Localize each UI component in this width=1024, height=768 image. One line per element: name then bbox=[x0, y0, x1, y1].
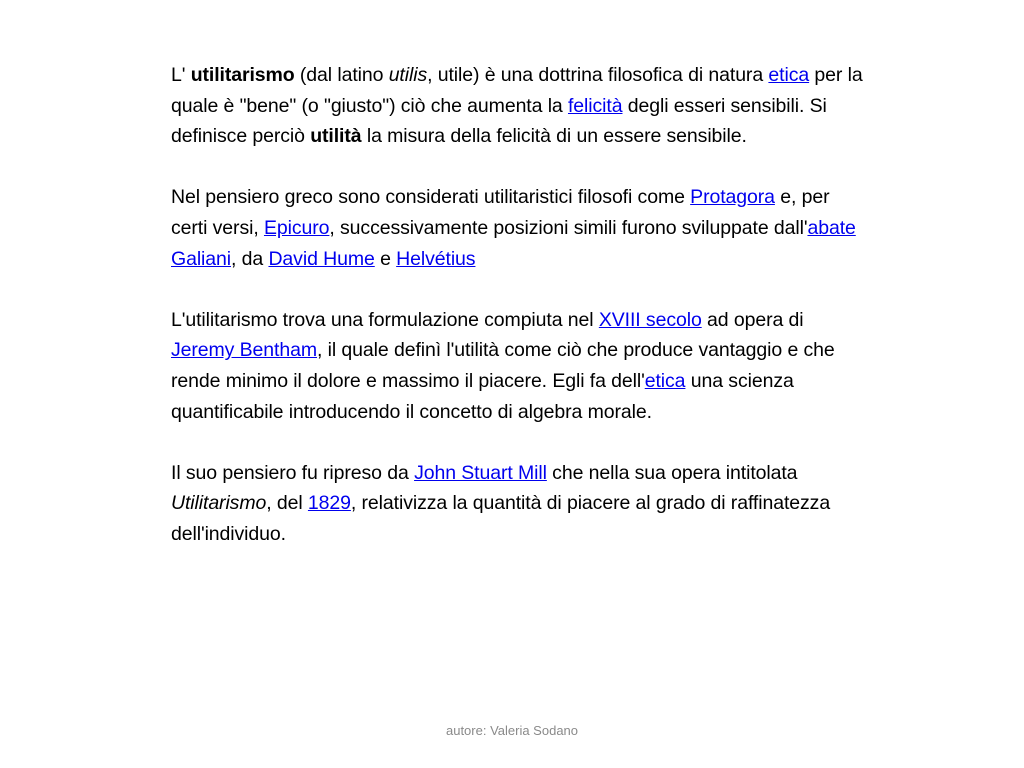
text-segment: e, per certi versi, bbox=[171, 186, 830, 239]
link-protagora[interactable]: Protagora bbox=[690, 186, 775, 209]
term-utilita: utilità bbox=[310, 125, 362, 148]
link-1829[interactable]: 1829 bbox=[307, 492, 351, 515]
text-segment: , del bbox=[266, 492, 308, 515]
term-utilitarismo-title: Utilitarismo bbox=[171, 492, 267, 515]
text-segment: L' bbox=[171, 64, 191, 86]
text-segment: una scienza quantificabile introducendo il concetto di algebra morale. bbox=[171, 369, 794, 423]
text-segment: per la quale è "bene" (o "giusto") ciò che aumenta la bbox=[171, 64, 863, 117]
text-segment: Nel pensiero greco sono considerati utilitaristici filosofi come bbox=[171, 186, 691, 209]
text-segment: , da bbox=[231, 247, 269, 270]
text-segment: la misura della felicità di un essere sensibile. bbox=[361, 125, 747, 148]
paragraph-mill bbox=[171, 458, 871, 550]
link-epicuro[interactable]: Epicuro bbox=[263, 216, 330, 239]
text-segment: L'utilitarismo trova una formulazione compiuta nel bbox=[171, 308, 599, 331]
text-segment: che nella sua opera intitolata bbox=[546, 461, 798, 484]
text-segment: , relativizza la quantità di piacere al grado di raffinatezza dell'individuo. bbox=[171, 492, 831, 545]
link-felicita[interactable]: felicità bbox=[567, 94, 623, 117]
text-segment: degli esseri sensibili. Si definisce perciò bbox=[171, 94, 827, 148]
link-jeremy-bentham[interactable]: Jeremy Bentham bbox=[171, 339, 317, 362]
footer-author: autore: Valeria Sodano bbox=[445, 723, 579, 738]
text-segment: , successivamente posizioni simili furono sviluppate dall' bbox=[329, 216, 808, 239]
link-etica[interactable]: etica bbox=[768, 64, 810, 86]
text-segment: ad opera di bbox=[701, 308, 804, 331]
paragraph-definition bbox=[171, 60, 871, 152]
text-segment: e bbox=[374, 247, 397, 270]
link-etica-2[interactable]: etica bbox=[644, 369, 686, 392]
term-utilitarismo: utilitarismo bbox=[190, 64, 295, 86]
link-david-hume[interactable]: David Hume bbox=[268, 247, 375, 270]
paragraph-bentham bbox=[171, 305, 871, 427]
link-abate-galiani[interactable]: abate Galiani bbox=[171, 216, 856, 270]
slide-body bbox=[171, 60, 871, 580]
term-utilis: utilis bbox=[388, 64, 428, 86]
link-xviii-secolo[interactable]: XVIII secolo bbox=[598, 308, 702, 331]
link-john-stuart-mill[interactable]: John Stuart Mill bbox=[414, 461, 547, 484]
text-segment: Il suo pensiero fu ripreso da bbox=[171, 461, 415, 484]
text-segment: , il quale definì l'utilità come ciò che produce vantaggio e che rende minimo il dolore e massimo il piacere. Egli fa dell' bbox=[171, 339, 835, 392]
text-segment: , utile) è una dottrina filosofica di natura bbox=[427, 64, 769, 86]
paragraph-greek-thought bbox=[171, 182, 871, 274]
link-helvetius[interactable]: Helvétius bbox=[396, 247, 476, 270]
text-segment: (dal latino bbox=[294, 64, 389, 86]
